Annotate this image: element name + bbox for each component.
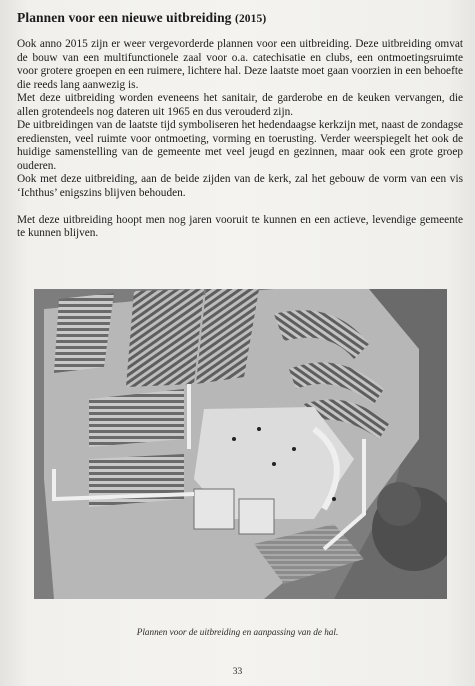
- paragraph-2: Met deze uitbreiding worden eveneens het sanitair, de garderobe en de keuken vervangen, die allen grotendeels nog dateren uit 1965 en dus verouderd zijn.: [17, 92, 463, 118]
- room-2: [239, 499, 274, 534]
- pew-block-4: [89, 389, 184, 447]
- architectural-rendering: [34, 289, 447, 599]
- heading-title: Plannen voor een nieuwe uitbreiding: [17, 10, 232, 25]
- pew-block-2: [126, 289, 204, 387]
- paragraph-3: De uitbreidingen van de laatste tijd symboliseren het hedendaagse kerkzijn met, naast de zondagse erediensten, veel ruimte voor ontmoeting, vorming en toerusting. Verder weerspiegelt het ook de huidige samenstelling van de gemeente met veel jeugd en gezinnen, maar ook een grote groep ouderen.: [17, 119, 463, 172]
- paragraph-5: Met deze uitbreiding hoopt men nog jaren vooruit te kunnen en een actieve, levendige gemeente te kunnen blijven.: [17, 213, 463, 240]
- room-1: [194, 489, 234, 529]
- page-heading: [17, 10, 266, 26]
- paragraph-gap: [17, 201, 463, 214]
- figure-caption: Plannen voor de uitbreiding en aanpassing van de hal.: [136, 627, 339, 637]
- church-model-illustration: [34, 289, 447, 599]
- paragraph-4: Ook met deze uitbreiding, aan de beide zijden van de kerk, zal het gebouw de vorm van een vis ‘Ichthus’ enigszins blijven behouden.: [17, 173, 463, 200]
- body-text: [17, 38, 463, 241]
- paragraph-1: Ook anno 2015 zijn er weer vergevorderde plannen voor een uitbreiding. Deze uitbreiding omvat de bouw van een multifunctionele zaal voor o.a. catechisatie en clubs, een ontmoetingsruimte voor grotere groepen en een ruimere, lichtere hal. Deze laatste moet gaan voorzien in een behoefte die reeds lang aanwezig is.: [17, 38, 463, 91]
- heading-year: (2015): [235, 13, 267, 25]
- page-number: 33: [232, 667, 243, 677]
